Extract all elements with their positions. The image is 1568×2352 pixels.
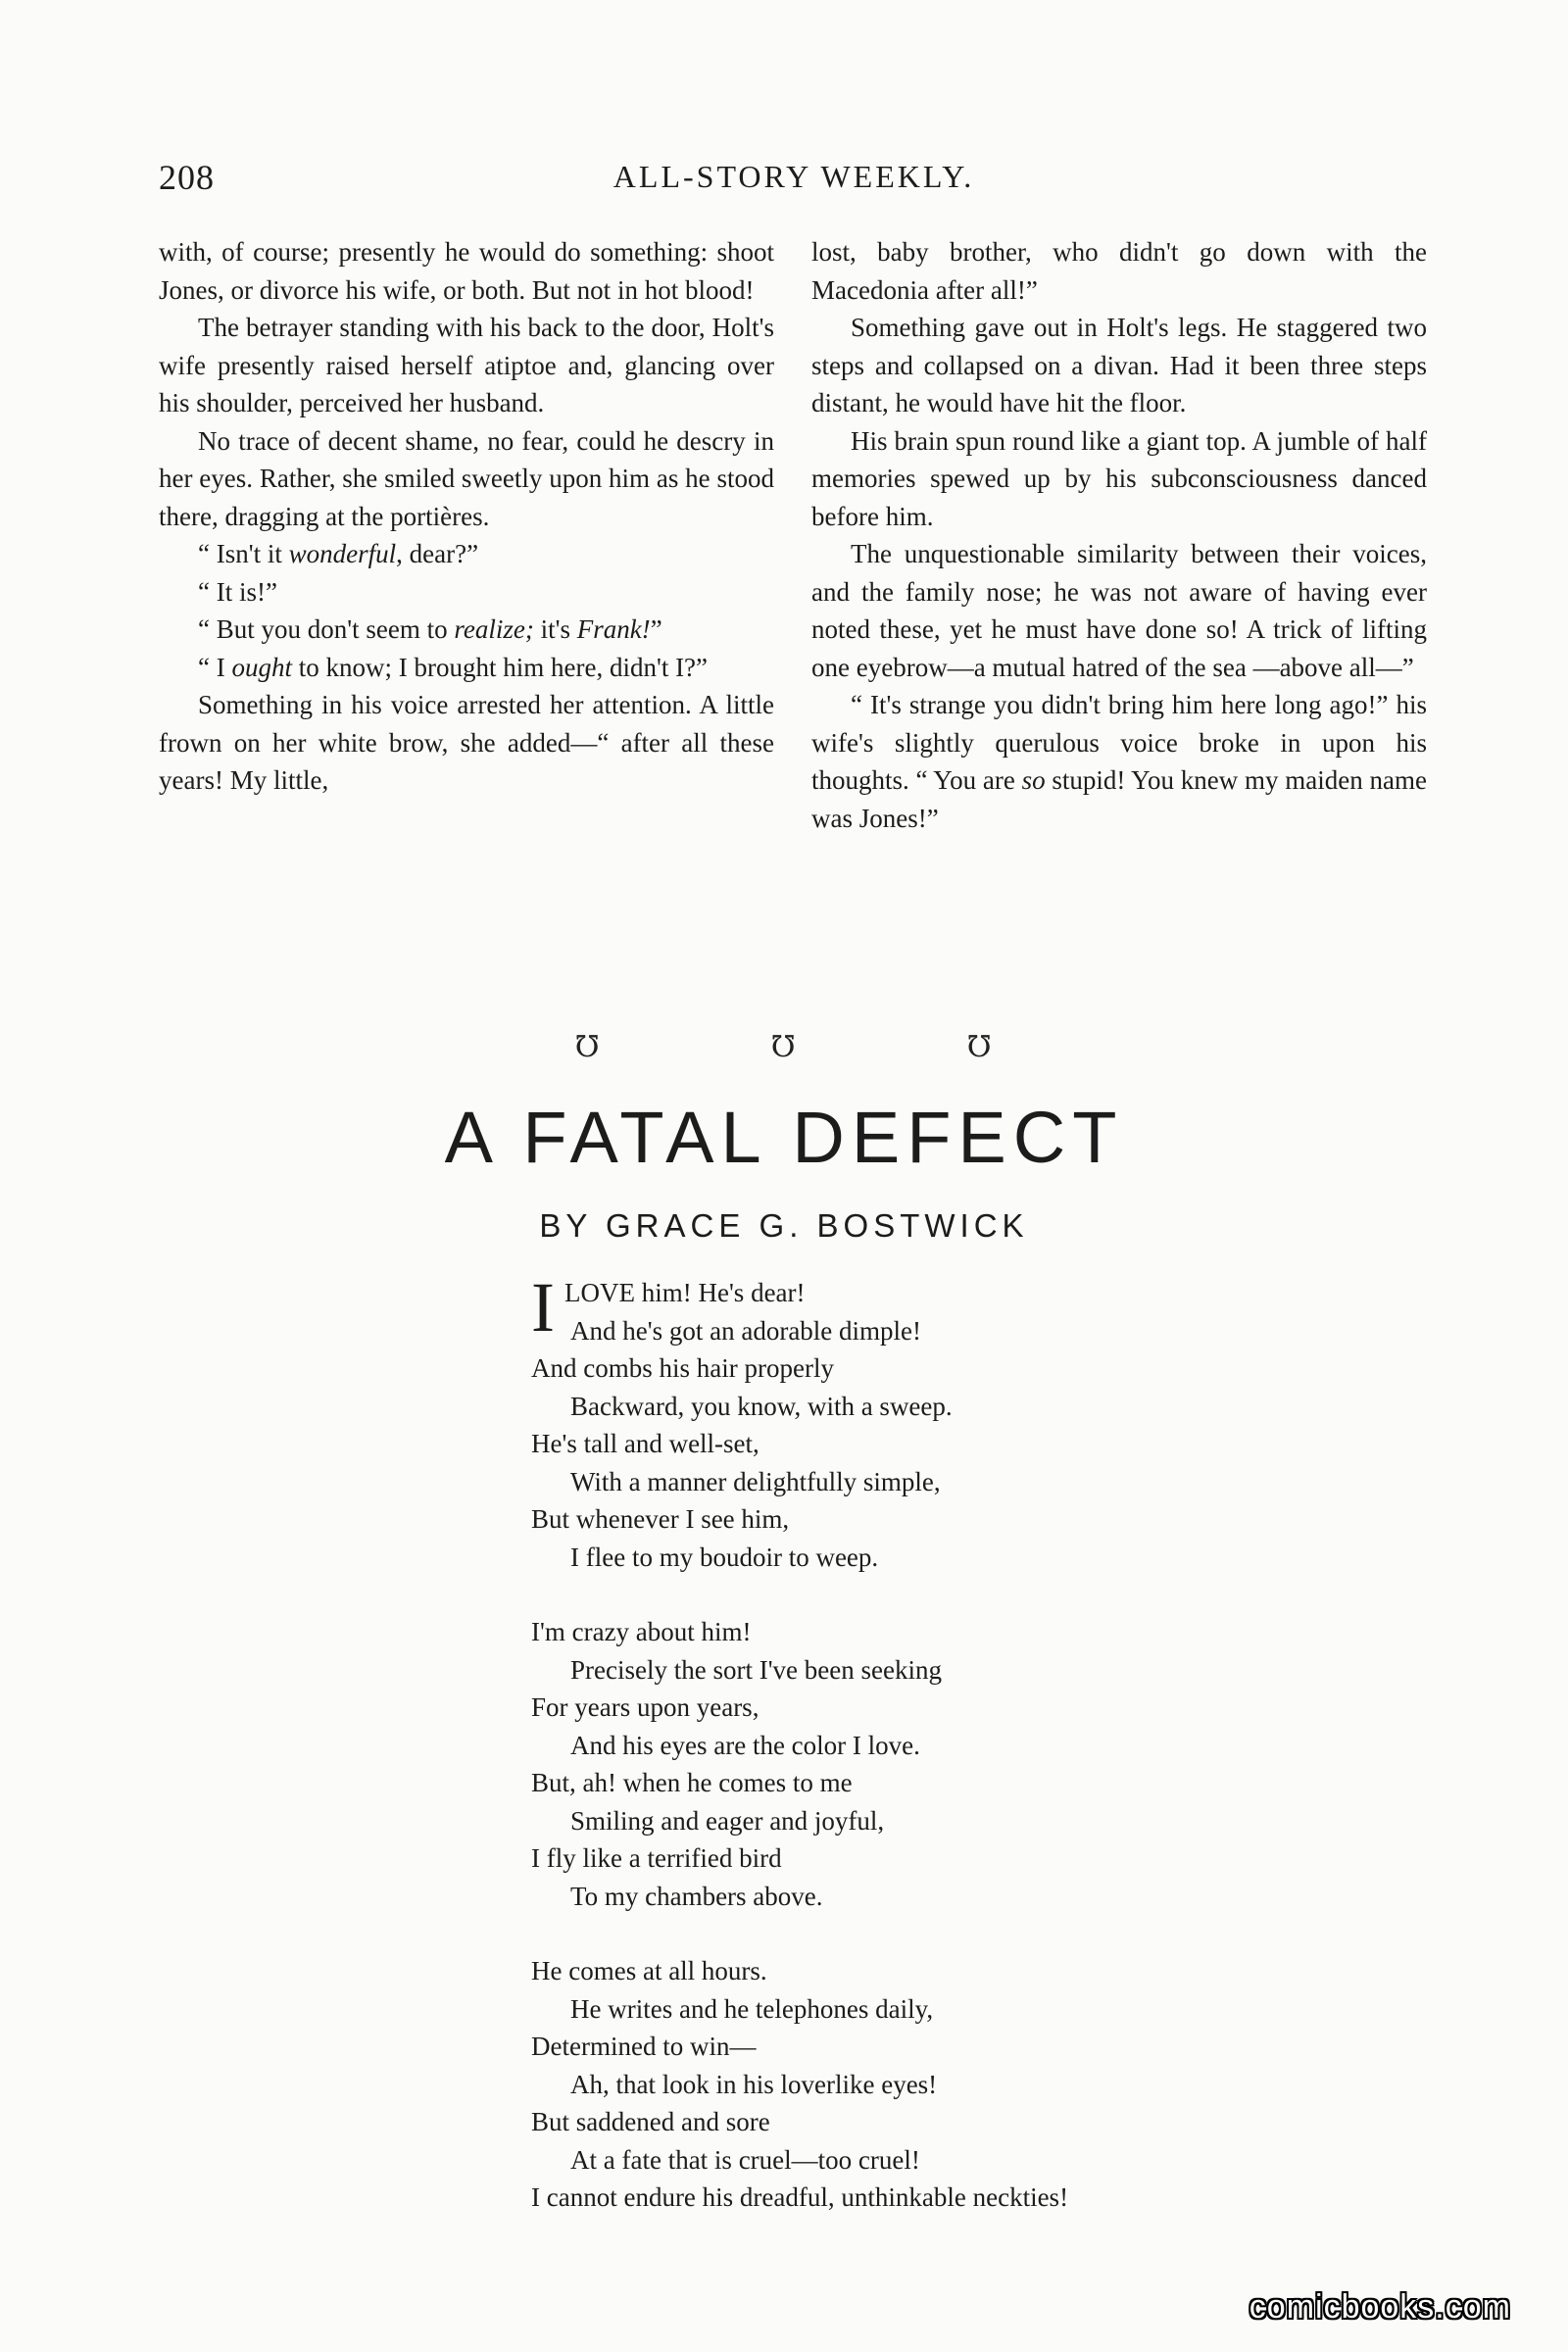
- poem-line-text: He writes and he telephones daily,: [570, 1993, 934, 2024]
- paragraph-text: “ It's strange you didn't bring him here long ago!” his wife's slightly querulous voice broke in upon his thoughts. “ You are: [811, 690, 1427, 795]
- poem-line: [531, 1727, 1413, 1765]
- story-paragraph: [811, 422, 1427, 536]
- poem-title: A FATAL DEFECT: [444, 1097, 1124, 1178]
- emphasis-text: realize;: [454, 614, 534, 644]
- right-column: [811, 233, 1427, 837]
- poem-line-text: But saddened and sore: [531, 2107, 770, 2136]
- paragraph-text: His brain spun round like a giant top. A jumble of half memories spewed up by his subconsciousness danced before him.: [811, 425, 1427, 531]
- paragraph-text: No trace of decent shame, no fear, could he descry in her eyes. Rather, she smiled sweetly upon him as he stood there, dragging at the portières.: [159, 425, 774, 531]
- poem-line: [531, 2179, 1413, 2217]
- poem-line-text: I flee to my boudoir to weep.: [570, 1542, 879, 1572]
- poem-line-text: At a fate that is cruel—too cruel!: [570, 2144, 920, 2175]
- emphasis-text: wonderful: [288, 539, 397, 568]
- poem-line-text: But, ah! when he comes to me: [531, 1768, 853, 1797]
- story-paragraph: [811, 233, 1427, 309]
- poem-line: [531, 1802, 1413, 1840]
- poem-line: [531, 2141, 1413, 2180]
- story-paragraph: [811, 535, 1427, 686]
- paragraph-text: “ But you don't seem to: [198, 614, 455, 644]
- poem-line: [531, 1990, 1413, 2029]
- emphasis-text: so: [1021, 765, 1046, 795]
- running-head: ALL-STORY WEEKLY.: [612, 159, 975, 194]
- story-paragraph: [159, 233, 774, 309]
- poem-line-text: Smiling and eager and joyful,: [570, 1805, 885, 1836]
- poem-line: [531, 1651, 1413, 1690]
- watermark-logo: comicbooks.com: [1249, 2288, 1511, 2326]
- poem-line-text: Precisely the sort I've been seeking: [570, 1654, 942, 1685]
- poem-line: [531, 1878, 1413, 1916]
- poem-stanza: [531, 1613, 1413, 1915]
- poem-line: [531, 1839, 1413, 1878]
- story-paragraph: [159, 422, 774, 536]
- poem-line-text: With a manner delightfully simple,: [570, 1466, 941, 1496]
- poem-line: [531, 1425, 1413, 1463]
- story-paragraph: [159, 535, 774, 573]
- paragraph-text: ”: [650, 614, 662, 644]
- poem-line-text: But whenever I see him,: [531, 1504, 790, 1534]
- poem-line: [531, 1539, 1413, 1577]
- paragraph-text: Something gave out in Holt's legs. He staggered two steps and collapsed on a divan. Had it been three steps distant, he would have hit the floor.: [811, 313, 1427, 417]
- poem-line-text: For years upon years,: [531, 1692, 760, 1722]
- story-paragraph: [159, 686, 774, 800]
- paragraph-text: “ I: [198, 652, 232, 682]
- story-paragraph: [159, 309, 774, 422]
- poem-line: [531, 1613, 1413, 1651]
- paragraph-text: lost, baby brother, who didn't go down with the Macedonia after all!”: [811, 237, 1427, 305]
- poem-line-text: Ah, that look in his loverlike eyes!: [570, 2069, 938, 2099]
- poem-byline: BY GRACE G. BOSTWICK: [539, 1207, 1029, 1244]
- ornament-icon: ℧: [966, 1031, 992, 1063]
- poem-line-text: I'm crazy about him!: [531, 1617, 752, 1646]
- poem-line: [531, 1463, 1413, 1501]
- page-header: [159, 157, 1429, 200]
- poem-line: [531, 2028, 1413, 2066]
- ornament-icon: ℧: [574, 1031, 600, 1063]
- poem-line-text: Determined to win—: [531, 2032, 757, 2061]
- poem-line-text: To my chambers above.: [570, 1881, 823, 1911]
- story-columns: [159, 233, 1429, 988]
- poem-line: [531, 2103, 1413, 2141]
- poem-body: [531, 1268, 1413, 2254]
- emphasis-text: ought: [231, 652, 292, 682]
- poem-line: [531, 1349, 1413, 1388]
- paragraph-text: Something in his voice arrested her attention. A little frown on her white brow, she added—“ after all these years! My little,: [159, 690, 774, 795]
- poem-line: [531, 1500, 1413, 1539]
- poem-stanza: [531, 1952, 1413, 2217]
- poem-line: [531, 1952, 1413, 1990]
- paragraph-text: The betrayer standing with his back to the door, Holt's wife presently raised herself atiptoe and, glancing over his shoulder, perceived her husband.: [159, 313, 774, 417]
- paragraph-text: to know; I brought him here, didn't I?”: [292, 652, 709, 682]
- poem-line-text: And he's got an adorable dimple!: [570, 1315, 922, 1346]
- page-number: 208: [159, 158, 215, 197]
- poem-line-text: I fly like a terrified bird: [531, 1843, 782, 1873]
- poem-line: [531, 1388, 1413, 1426]
- ornament-icon: ℧: [770, 1031, 796, 1063]
- paragraph-text: with, of course; presently he would do something: shoot Jones, or divorce his wife, or both. But not in hot blood!: [159, 237, 774, 305]
- poem-line-text: I cannot endure his dreadful, unthinkable neckties!: [531, 2182, 1069, 2212]
- poem-line-text: He comes at all hours.: [531, 1956, 767, 1985]
- emphasis-text: Frank!: [576, 614, 651, 644]
- poem-line-text: LOVE him! He's dear!: [564, 1278, 806, 1307]
- paragraph-text: “ It is!”: [198, 576, 277, 607]
- poem-stanza: [531, 1268, 1413, 1576]
- paragraph-text: , dear?”: [396, 539, 479, 568]
- left-column: [159, 233, 774, 800]
- poem-line-text: And his eyes are the color I love.: [570, 1730, 920, 1760]
- story-paragraph: [159, 649, 774, 687]
- poem-line: [531, 1764, 1413, 1802]
- story-paragraph: [159, 611, 774, 649]
- drop-cap: I: [531, 1268, 555, 1347]
- poem-line-text: Backward, you know, with a sweep.: [570, 1391, 953, 1421]
- story-paragraph: [811, 686, 1427, 837]
- poem-line-text: He's tall and well-set,: [531, 1429, 760, 1458]
- paragraph-text: it's: [533, 614, 577, 644]
- paragraph-text: The unquestionable similarity between their voices, and the family nose; he was not aware of having ever noted these, yet he must have done so! A trick of lifting one eyebrow—a mutual hatred of the sea —above all—”: [811, 539, 1427, 682]
- poem-line-text: And combs his hair properly: [531, 1353, 834, 1383]
- poem-line: [531, 1312, 1413, 1350]
- poem-line: [531, 1689, 1413, 1727]
- story-paragraph: [159, 573, 774, 612]
- section-ornaments: [0, 1031, 1568, 1070]
- paragraph-text: stupid! You knew my maiden name was Jones!”: [811, 765, 1427, 833]
- paragraph-text: “ Isn't it: [198, 539, 289, 568]
- story-paragraph: [811, 309, 1427, 422]
- poem-line: [531, 2066, 1413, 2104]
